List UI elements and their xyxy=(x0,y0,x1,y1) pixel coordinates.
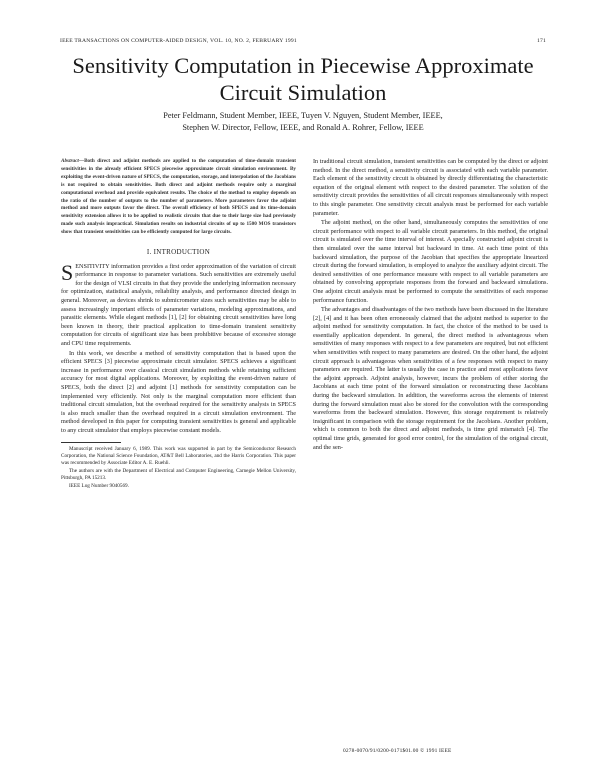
left-column xyxy=(61,158,296,490)
footnote-divider xyxy=(61,442,121,443)
abstract-label: Abstract xyxy=(61,158,79,164)
drop-cap: S xyxy=(61,259,74,285)
title-line-1: Sensitivity Computation in Piecewise Approximate xyxy=(72,53,534,78)
abstract xyxy=(61,158,296,237)
authors-line-2: Stephen W. Director, Fellow, IEEE, and Ronald A. Rohrer, Fellow, IEEE xyxy=(182,123,424,132)
page-number: 171 xyxy=(537,38,546,44)
title-line-2: Circuit Simulation xyxy=(219,80,387,105)
running-header xyxy=(60,38,546,50)
intro-paragraph-1 xyxy=(61,259,296,349)
section-heading-introduction: I. INTRODUCTION xyxy=(146,248,211,257)
copyright-footer: 0278-0070/91/0200-0171$01.00 © 1991 IEEE xyxy=(343,748,452,754)
right-paragraph-2: The adjoint method, on the other hand, simultaneously computes the sensitivities of one circuit performance with respect to all variable circuit parameters. In this method, the original circuit is simulated over the time interval of interest. A specially constructed adjoint circuit is then simulated over the same interval but backward in time. At each time point of this backward simulation, the purpose of the Jacobian that specifies the appropriate linearized circuit during the forward simulation, is employed to analyze the auxiliary adjoint circuit. The desired sensitivities of one performance measure with respect to all variable parameters are obtained by convolving appropriate responses from the forward and backward simulations. One adjoint circuit analysis must be performed to compute the sensitivities of each response performance function. xyxy=(313,219,548,304)
intro-paragraph-2: In this work, we describe a method of sensitivity computation that is based upon the efficient SPECS [3] piecewise approximate circuit simulator. SPECS achieves a significant increase in performance over classical circuit simulation methods while retaining sufficient accuracy for most digital applications. Moreover, by exploiting the event-driven nature of SPECS, both the direct [2] and adjoint [1] methods for sensitivity computation can be implemented very efficiently. Not only is the marginal computation more efficient than traditional circuit simulation, but the overhead required for the sensitivity analysis in SPECS is also much smaller than the overhead required in a circuit simulation environment. The method developed in this paper for computing transient sensitivities is general and applicable to any circuit simulator that employs piecewise constant models. xyxy=(61,349,296,434)
footnote-manuscript: Manuscript received January 6, 1989. This work was supported in part by the Semiconductor Research Corporation, the National Science Foundation, AT&T Bell Laboratories, and the Harris Corporation. This paper was recommended by Associate Editor A. E. Ruehli. xyxy=(61,445,296,467)
paper-title xyxy=(60,52,546,106)
right-paragraph-3: The advantages and disadvantages of the two methods have been discussed in the literature [2], [4] and it has been often erroneously claimed that the adjoint method is superior to the adjoint method for sensitivity computation. In fact, the choice of the method to be used is essentially application dependent. In general, the direct method is advantageous when sensitivities of many responses with respect to a few parameters are required, but not efficient when sensitivities with respect to many parameters are desired. On the other hand, the adjoint circuit approach is advantageous when sensitivities of a few responses with respect to many parameters are required. The latter is usually the case in practice and most applications favor the adjoint approach. Adjoint analysis, however, incurs the problem of either storing the Jacobians at each time point of the forward simulation or reconstructing these Jacobians during the backward simulation. In addition, the waveforms across the elements of interest during the forward simulation must also be stored for the convolution with the corresponding waveforms from the backward simulation. However, this storage requirement is relatively insignificant in comparison with the storage requirement for the Jacobians. Another problem, which is common to both the direct and adjoint methods, is time grid mismatch [4]. The optimal time grids, generated for good error control, for the simulation of the original circuit, and the sen- xyxy=(313,306,548,451)
right-column xyxy=(313,158,548,453)
abstract-body: —Both direct and adjoint methods are applied to the computation of time-domain transient sensitivities in the already efficient SPECS piecewise approximate circuit simulation environment. By exploiting the event-driven nature of SPECS, the computation, storage, and interpolation of the Jacobians is not required to obtain sensitivities. Both direct and adjoint methods require only a marginal computational overhead and provide equivalent results. The choice of the method to employ depends on the ratio of the number of outputs to the number of parameters. More parameters favor the adjoint method and more outputs favor the direct. The overall efficiency of both SPECS and its time-domain sensitivity extension allows it to be applied to realistic circuits that due to their large size had previously made such analysis impractical. Simulation results on industrial circuits of up to 1500 MOS transistors show that transient sensitivities can be efficiently computed for large circuits. xyxy=(61,158,296,236)
footnote-log-number: IEEE Log Number 9040569. xyxy=(69,482,129,489)
intro-paragraph-1-text: ENSITIVITY information provides a first order approximation of the variation of circuit performance in response to parameter variations. Such sensitivities are extremely useful for the design of VLSI circuits in that they provide the underlying information necessary for optimization, statistical analysis, reliability analysis, and performance directed design in general. Moreover, as devices shrink to submicrometer sizes such sensitivities may be able to assess increasingly important effects of parameter variations, modeling approximations, and parasitic elements. While elegant methods [1], [2] for obtaining circuit sensitivities have long been known in theory, their practical application to time-domain transient sensitivity computation for circuits of significant size has been prohibitive because of excessive storage and CPU time requirements. xyxy=(61,262,296,347)
right-paragraph-1: In traditional circuit simulation, transient sensitivities can be computed by the direct or adjoint method. In the direct method, a sensitivity circuit is associated with each variable parameter. Each element of the sensitivity circuit is obtained by directly differentiating the characteristic equation of the original element with respect to the desired parameter. The solution of the sensitivity circuit provides the sensitivities of all circuit responses simultaneously with respect to this single parameter. One sensitivity circuit analysis must be performed for each variable parameter. xyxy=(313,158,548,217)
author-list xyxy=(60,110,546,134)
journal-name: IEEE TRANSACTIONS ON COMPUTER-AIDED DESIGN, VOL. 10, NO. 2, FEBRUARY 1991 xyxy=(60,38,297,44)
footnote-affiliation: The authors are with the Department of Electrical and Computer Engineering, Carnegie Mellon University, Pittsburgh, PA 15213. xyxy=(61,467,296,482)
authors-line-1: Peter Feldmann, Student Member, IEEE, Tuyen V. Nguyen, Student Member, IEEE, xyxy=(163,111,443,120)
